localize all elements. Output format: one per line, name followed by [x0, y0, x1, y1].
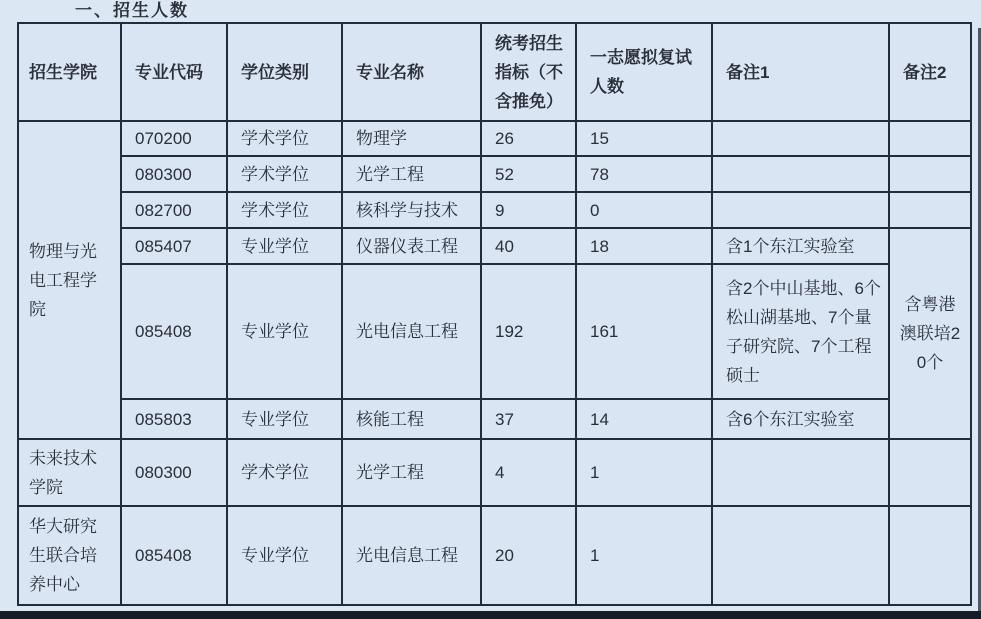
major-code-cell: 080300 — [121, 439, 227, 506]
quota-cell: 40 — [481, 228, 576, 264]
quota-cell: 26 — [481, 121, 576, 156]
note2-cell — [889, 156, 971, 192]
header-note2: 备注2 — [889, 23, 971, 121]
table-row — [18, 156, 971, 192]
table-row — [18, 439, 971, 506]
note2-cell — [889, 192, 971, 228]
degree-type-cell: 专业学位 — [227, 228, 342, 264]
note1-cell — [712, 192, 889, 228]
major-name-cell: 仪器仪表工程 — [342, 228, 481, 264]
quota-cell: 37 — [481, 399, 576, 439]
major-code-cell: 085408 — [121, 506, 227, 605]
quota-cell: 4 — [481, 439, 576, 506]
major-name-cell: 光学工程 — [342, 439, 481, 506]
photo-bottom-edge-bar — [0, 611, 981, 619]
header-row — [18, 23, 971, 121]
header-college: 招生学院 — [18, 23, 121, 121]
major-code-cell: 070200 — [121, 121, 227, 156]
degree-type-cell: 学术学位 — [227, 192, 342, 228]
admissions-table — [17, 22, 972, 606]
degree-type-cell: 学术学位 — [227, 121, 342, 156]
major-code-cell: 085407 — [121, 228, 227, 264]
table-row — [18, 506, 971, 605]
major-name-cell: 核能工程 — [342, 399, 481, 439]
note2-cell — [889, 506, 971, 605]
retest-count-cell: 1 — [576, 439, 712, 506]
quota-cell: 192 — [481, 264, 576, 399]
college-name-cell: 未来技术学院 — [18, 439, 121, 506]
table-row — [18, 399, 971, 439]
major-name-cell: 物理学 — [342, 121, 481, 156]
note1-cell: 含6个东江实验室 — [712, 399, 889, 439]
quota-cell: 20 — [481, 506, 576, 605]
header-degree-type: 学位类别 — [227, 23, 342, 121]
table-row — [18, 264, 971, 399]
retest-count-cell: 0 — [576, 192, 712, 228]
major-name-cell: 光电信息工程 — [342, 264, 481, 399]
major-code-cell: 080300 — [121, 156, 227, 192]
section-title: 一、招生人数 — [75, 1, 189, 20]
major-name-cell: 光电信息工程 — [342, 506, 481, 605]
header-retest-count: 一志愿拟复试人数 — [576, 23, 712, 121]
major-code-cell: 085803 — [121, 399, 227, 439]
table-row — [18, 192, 971, 228]
note2-cell — [889, 121, 971, 156]
note1-cell — [712, 506, 889, 605]
note1-cell — [712, 439, 889, 506]
quota-cell: 52 — [481, 156, 576, 192]
note2-cell — [889, 439, 971, 506]
table-row — [18, 121, 971, 156]
retest-count-cell: 14 — [576, 399, 712, 439]
quota-cell: 9 — [481, 192, 576, 228]
retest-count-cell: 15 — [576, 121, 712, 156]
retest-count-cell: 18 — [576, 228, 712, 264]
degree-type-cell: 学术学位 — [227, 439, 342, 506]
college-name-cell: 物理与光电工程学院 — [18, 121, 121, 439]
header-quota: 统考招生指标（不含推免） — [481, 23, 576, 121]
header-major-code: 专业代码 — [121, 23, 227, 121]
major-code-cell: 085408 — [121, 264, 227, 399]
degree-type-cell: 专业学位 — [227, 506, 342, 605]
major-code-cell: 082700 — [121, 192, 227, 228]
note1-cell — [712, 156, 889, 192]
major-name-cell: 核科学与技术 — [342, 192, 481, 228]
degree-type-cell: 专业学位 — [227, 264, 342, 399]
retest-count-cell: 78 — [576, 156, 712, 192]
retest-count-cell: 161 — [576, 264, 712, 399]
college-name-cell: 华大研究生联合培养中心 — [18, 506, 121, 605]
major-name-cell: 光学工程 — [342, 156, 481, 192]
header-note1: 备注1 — [712, 23, 889, 121]
note2-merged-cell: 含粤港澳联培20个 — [889, 228, 971, 439]
retest-count-cell: 1 — [576, 506, 712, 605]
note1-cell: 含2个中山基地、6个松山湖基地、7个量子研究院、7个工程硕士 — [712, 264, 889, 399]
table-row — [18, 228, 971, 264]
note1-cell: 含1个东江实验室 — [712, 228, 889, 264]
degree-type-cell: 学术学位 — [227, 156, 342, 192]
degree-type-cell: 专业学位 — [227, 399, 342, 439]
note1-cell — [712, 121, 889, 156]
header-major-name: 专业名称 — [342, 23, 481, 121]
